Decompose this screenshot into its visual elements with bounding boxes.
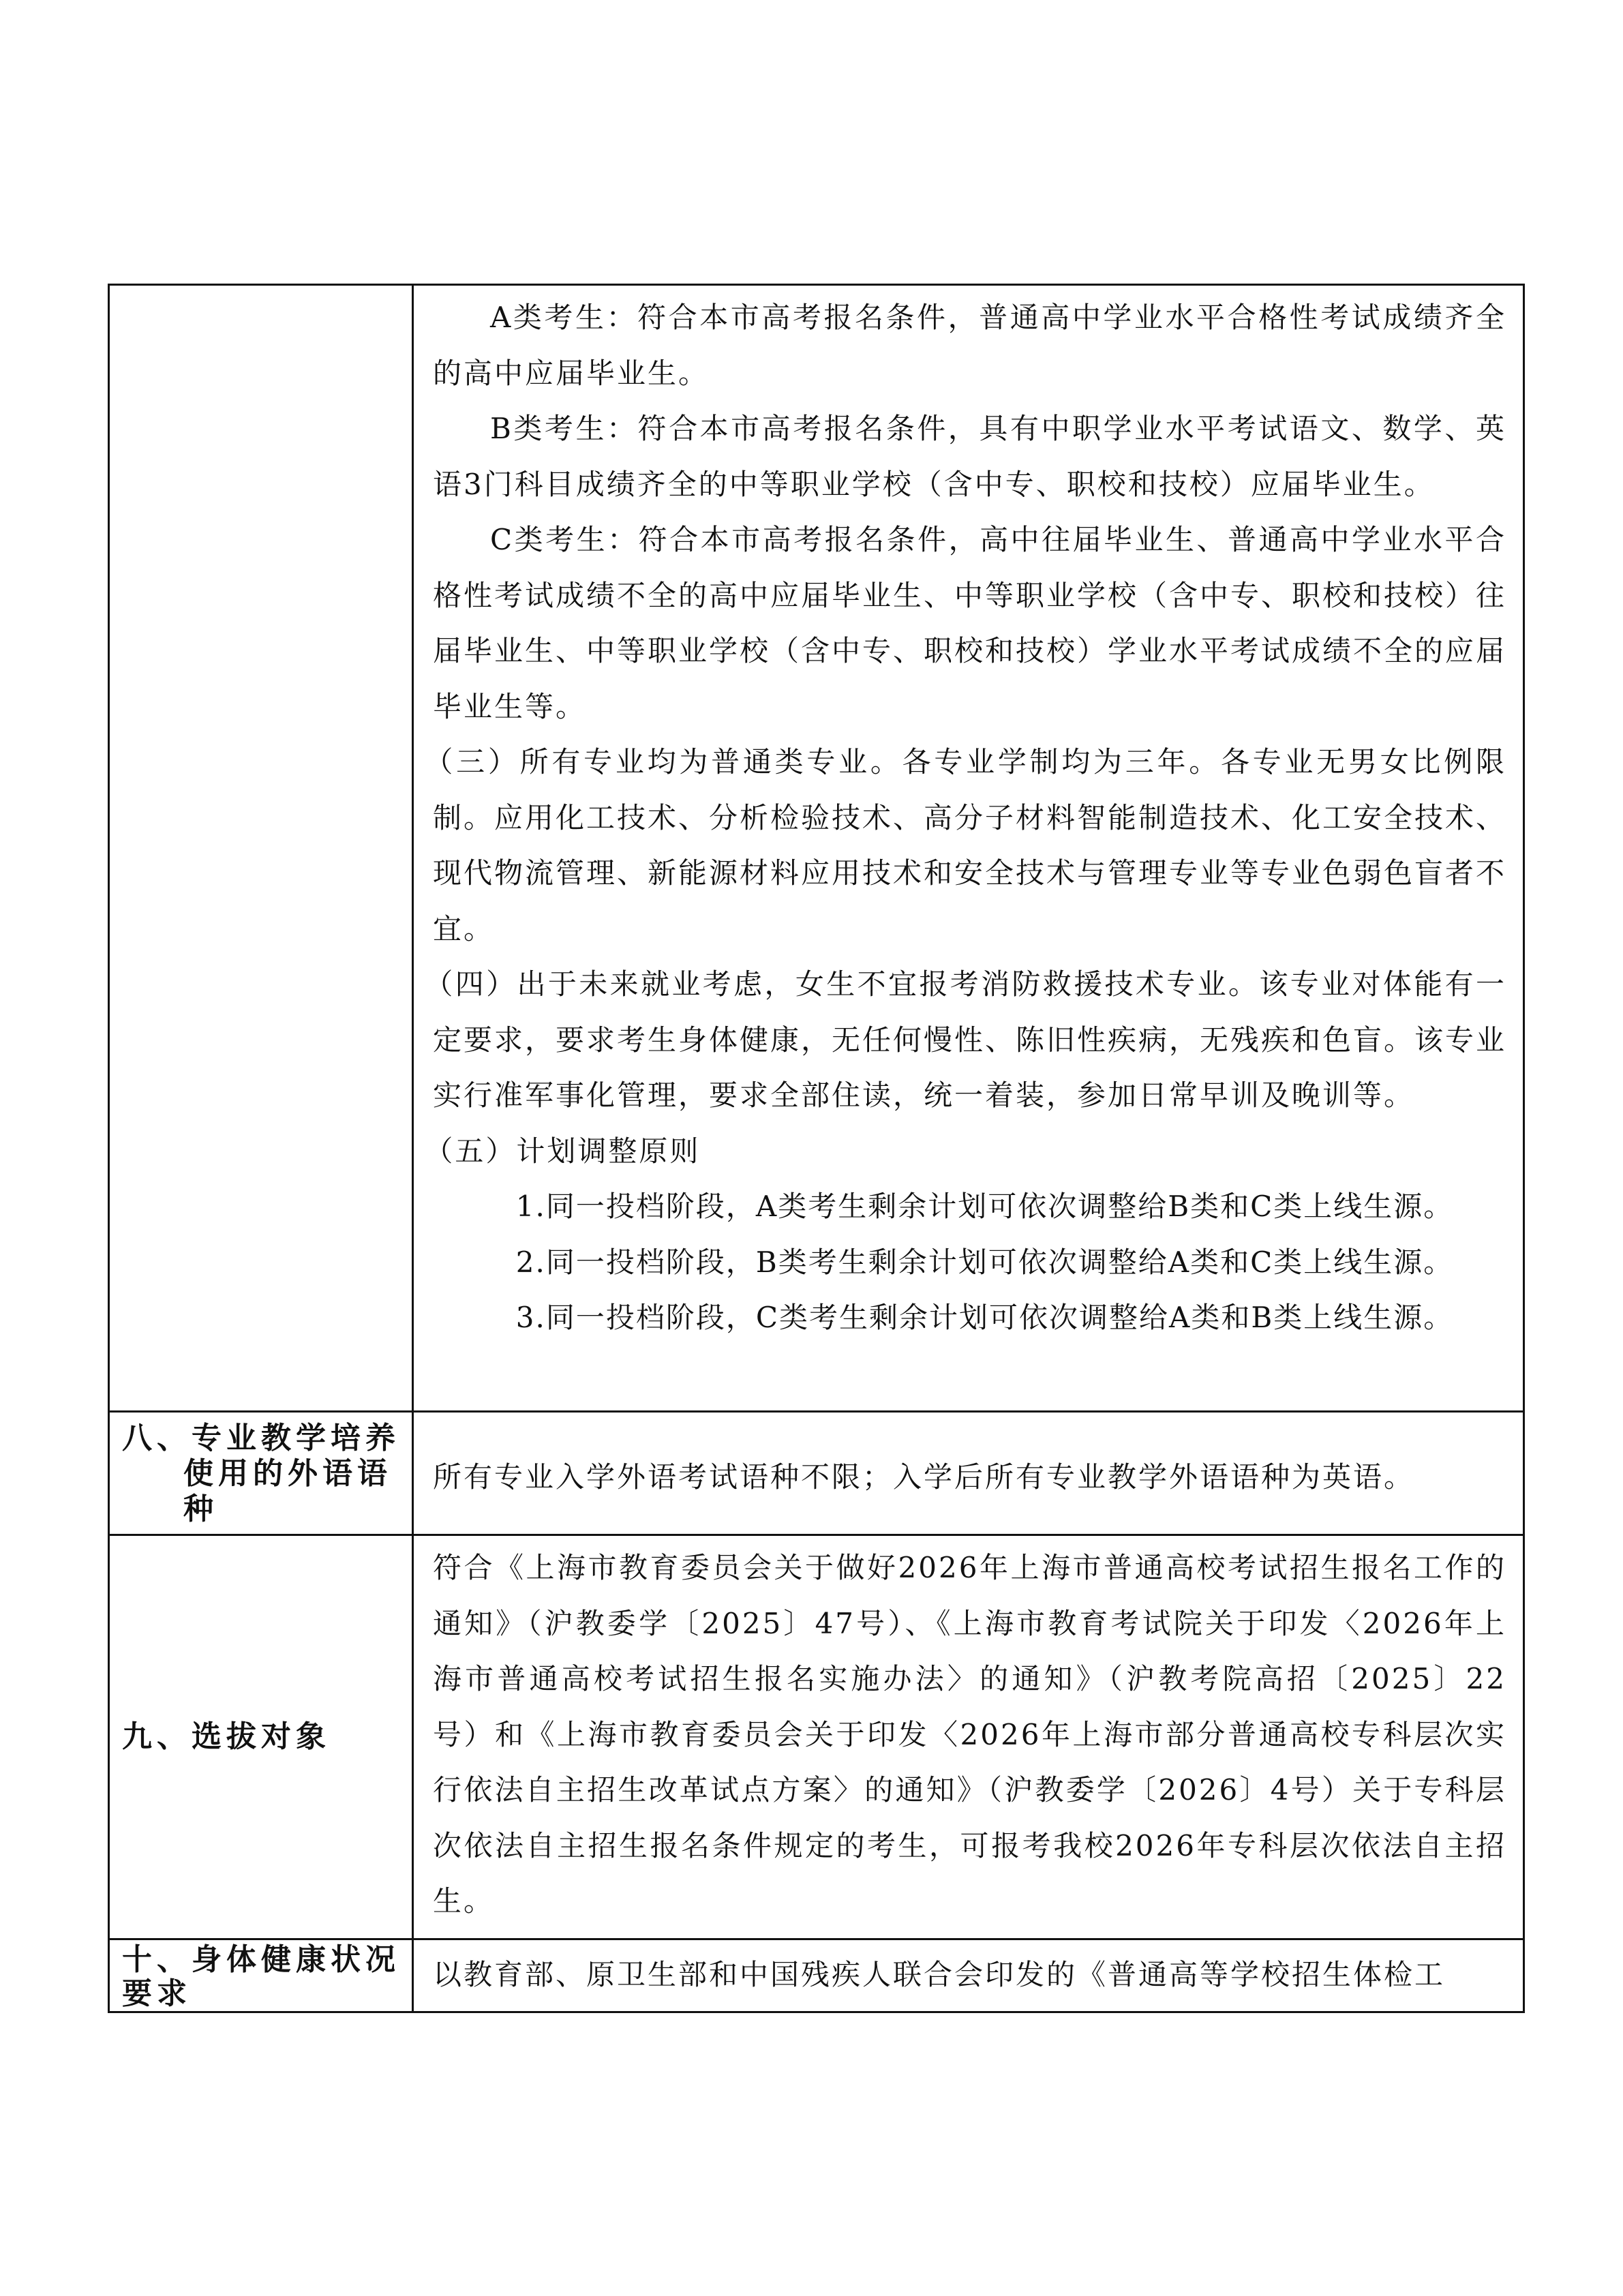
row-content-cell [413, 1412, 1524, 1535]
paragraph-type-b: B类考生：符合本市高考报名条件，具有中职学业水平考试语文、数学、英语3门科目成绩齐全的中等职业学校（含中专、职校和技校）应届毕业生。 [433, 412, 1506, 501]
row-content-text: 以教育部、原卫生部和中国残疾人联合会印发的《普通高等学校招生体检工 [433, 1958, 1446, 1991]
row-label-line3: 种 [183, 1492, 218, 1526]
table-row-candidate-types [109, 285, 1524, 1412]
row-label: 九、选拔对象 [122, 1719, 331, 1754]
row-content-cell [413, 1939, 1524, 2012]
row-label-line2: 使用的外语语 [183, 1456, 392, 1491]
paragraph-rule-3: 3.同一投档阶段，C类考生剩余计划可依次调整给A类和B类上线生源。 [515, 1301, 1454, 1334]
row-label-cell [109, 1939, 413, 2012]
row-content-text: 所有专业入学外语考试语种不限；入学后所有专业教学外语语种为英语。 [433, 1460, 1415, 1494]
row-label-cell [109, 285, 413, 1412]
paragraph-rule-2: 2.同一投档阶段，B类考生剩余计划可依次调整给A类和C类上线生源。 [515, 1245, 1454, 1279]
admission-info-table [108, 284, 1525, 2013]
row-content-text: 符合《上海市教育委员会关于做好2026年上海市普通高校考试招生报名工作的通知》（沪教委学〔2025〕47号）、《上海市教育考试院关于印发〈2026年上海市普通高校考试招生报名实施办法〉的通知》（沪教考院高招〔2025〕22号）和《上海市教育委员会关于印发〈2026年上海市部分普通高校专科层次实行依法自主招生改革试点方案〉的通知》（沪教委学〔2026〕4号）关于专科层次依法自主招生报名条件规定的考生，可报考我校2026年专科层次依法自主招生。 [433, 1551, 1506, 1918]
row-content-cell [413, 285, 1524, 1412]
row-content-cell [413, 1535, 1524, 1939]
paragraph-section-4: （四）出于未来就业考虑，女生不宜报考消防救援技术专业。该专业对体能有一定要求，要求考生身体健康，无任何慢性、陈旧性疾病，无残疾和色盲。该专业实行准军事化管理，要求全部住读，统一着装，参加日常早训及晚训等。 [424, 967, 1507, 1112]
paragraph-rule-1: 1.同一投档阶段，A类考生剩余计划可依次调整给B类和C类上线生源。 [515, 1190, 1454, 1223]
row-label-cell [109, 1535, 413, 1939]
row-label-line2: 要求 [122, 1976, 192, 2011]
row-label-line1: 十、身体健康状况 [122, 1942, 400, 1977]
paragraph-type-c: C类考生：符合本市高考报名条件，高中往届毕业生、普通高中学业水平合格性考试成绩不全的高中应届毕业生、中等职业学校（含中专、职校和技校）往届毕业生、中等职业学校（含中专、职校和技校）学业水平考试成绩不全的应届毕业生等。 [433, 523, 1507, 723]
table-row-selection-target [109, 1535, 1524, 1939]
table-row-foreign-language [109, 1412, 1524, 1535]
paragraph-section-3: （三）所有专业均为普通类专业。各专业学制均为三年。各专业无男女比例限制。应用化工技术、分析检验技术、高分子材料智能制造技术、化工安全技术、现代物流管理、新能源材料应用技术和安全技术与管理专业等专业色弱色盲者不宜。 [424, 745, 1507, 946]
row-label-line1: 八、专业教学培养 [122, 1421, 400, 1455]
paragraph-type-a: A类考生：符合本市高考报名条件，普通高中学业水平合格性考试成绩齐全的高中应届毕业生。 [433, 301, 1506, 390]
table-row-health-requirement [109, 1939, 1524, 2012]
paragraph-section-5: （五）计划调整原则 [424, 1134, 701, 1168]
row-label-cell [109, 1412, 413, 1535]
